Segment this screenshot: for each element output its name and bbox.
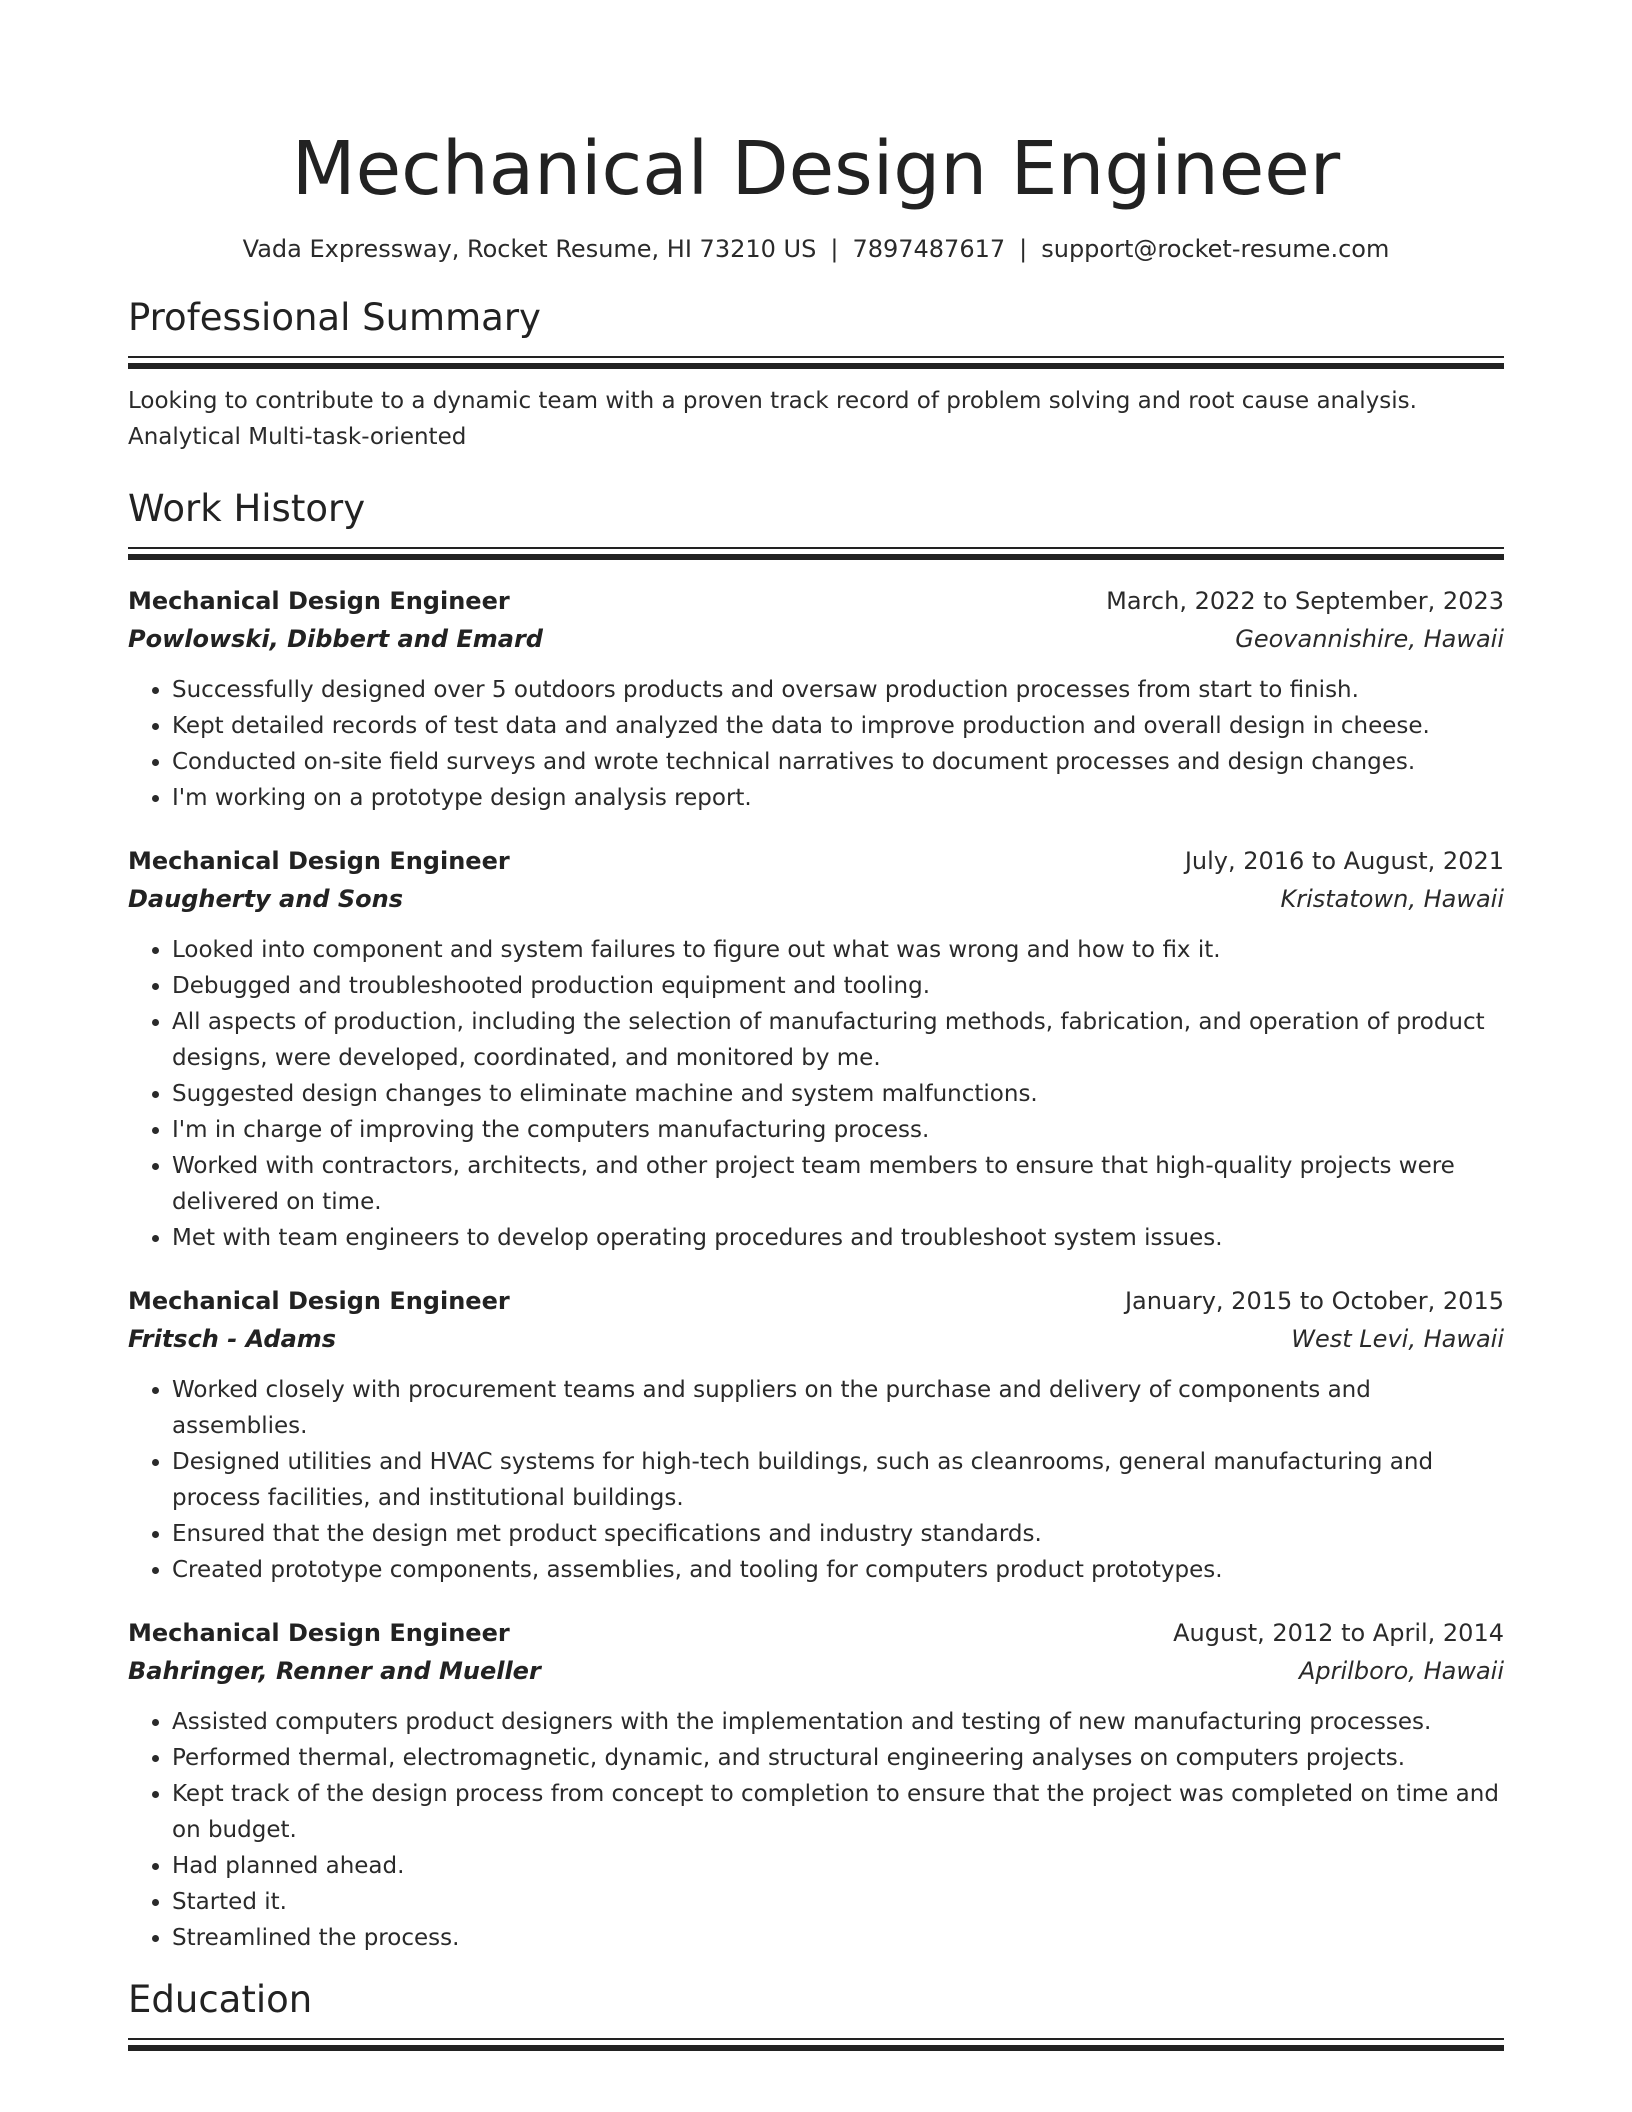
contact-line xyxy=(128,232,1504,266)
job-bullet: • Looked into component and system failures to figure out what was wrong and how to fix it. xyxy=(172,932,1504,968)
job-bullet: • Debugged and troubleshooted production equipment and tooling. xyxy=(172,968,1504,1004)
job-bullets xyxy=(128,1704,1504,1956)
job-bullet: • Conducted on-site field surveys and wrote technical narratives to document processes and design changes. xyxy=(172,744,1504,780)
job-title: Mechanical Design Engineer xyxy=(128,1619,510,1647)
section-divider xyxy=(128,356,1504,369)
job-title: Mechanical Design Engineer xyxy=(128,587,510,615)
job-bullet: • I'm in charge of improving the computers manufacturing process. xyxy=(172,1112,1504,1148)
job-bullets xyxy=(128,932,1504,1256)
section-title-summary: Professional Summary xyxy=(128,296,541,339)
education-section xyxy=(128,1976,1504,2051)
job-location: West Levi, Hawaii xyxy=(1291,1325,1504,1353)
job-subheader xyxy=(128,880,1504,918)
job-subheader xyxy=(128,1652,1504,1690)
job-bullet: • Successfully designed over 5 outdoors products and oversaw production processes from start to finish. xyxy=(172,672,1504,708)
job-bullets xyxy=(128,1372,1504,1588)
contact-email: support@rocket-resume.com xyxy=(1041,235,1390,263)
job-bullet: • Performed thermal, electromagnetic, dynamic, and structural engineering analyses on computers projects. xyxy=(172,1740,1504,1776)
job-entry xyxy=(128,1614,1504,1956)
job-title: Mechanical Design Engineer xyxy=(128,1287,510,1315)
job-bullet: • Suggested design changes to eliminate machine and system malfunctions. xyxy=(172,1076,1504,1112)
job-subheader xyxy=(128,1320,1504,1358)
job-location: Geovannishire, Hawaii xyxy=(1235,625,1504,653)
job-dates: March, 2022 to September, 2023 xyxy=(1106,587,1504,615)
job-entry xyxy=(128,842,1504,1256)
job-bullet: • Streamlined the process. xyxy=(172,1920,1504,1956)
job-company: Bahringer, Renner and Mueller xyxy=(128,1657,541,1685)
job-bullet: • All aspects of production, including the selection of manufacturing methods, fabrication, and operation of product designs, were developed, coordinated, and monitored by me. xyxy=(172,1004,1504,1076)
section-title-work-history: Work History xyxy=(128,487,366,530)
job-bullet: • Ensured that the design met product specifications and industry standards. xyxy=(172,1516,1504,1552)
job-bullet: • Worked closely with procurement teams and suppliers on the purchase and delivery of components and assemblies. xyxy=(172,1372,1504,1444)
contact-separator: | xyxy=(830,235,839,263)
summary-line: Looking to contribute to a dynamic team with a proven track record of problem solving and root cause analysis. xyxy=(128,388,1417,414)
job-bullet: • Designed utilities and HVAC systems for high-tech buildings, such as cleanrooms, general manufacturing and process facilities, and institutional buildings. xyxy=(172,1444,1504,1516)
summary-line: Analytical Multi-task-oriented xyxy=(128,424,467,450)
job-entry xyxy=(128,1282,1504,1588)
resume-name: Mechanical Design Engineer xyxy=(291,126,1341,212)
job-header xyxy=(128,582,1504,620)
section-divider xyxy=(128,547,1504,560)
section-title-education: Education xyxy=(128,1978,313,2021)
work-history-section xyxy=(128,485,1504,1956)
job-dates: January, 2015 to October, 2015 xyxy=(1124,1287,1504,1315)
job-company: Fritsch - Adams xyxy=(128,1325,337,1353)
job-bullet: • Assisted computers product designers with the implementation and testing of new manufacturing processes. xyxy=(172,1704,1504,1740)
job-bullet: • Created prototype components, assemblies, and tooling for computers product prototypes. xyxy=(172,1552,1504,1588)
job-entry xyxy=(128,582,1504,816)
job-bullets xyxy=(128,672,1504,816)
job-location: Kristatown, Hawaii xyxy=(1280,885,1504,913)
job-company: Powlowski, Dibbert and Emard xyxy=(128,625,543,653)
job-bullet: • I'm working on a prototype design analysis report. xyxy=(172,780,1504,816)
job-company: Daugherty and Sons xyxy=(128,885,404,913)
job-dates: July, 2016 to August, 2021 xyxy=(1184,847,1504,875)
summary-text xyxy=(128,383,1504,455)
resume-page xyxy=(128,0,1504,2051)
job-header xyxy=(128,1614,1504,1652)
job-bullet: • Kept track of the design process from concept to completion to ensure that the project was completed on time and on budget. xyxy=(172,1776,1504,1848)
job-subheader xyxy=(128,620,1504,658)
job-title: Mechanical Design Engineer xyxy=(128,847,510,875)
job-bullet: • Had planned ahead. xyxy=(172,1848,1504,1884)
job-header xyxy=(128,1282,1504,1320)
summary-section xyxy=(128,294,1504,455)
contact-separator: | xyxy=(1019,235,1028,263)
job-bullet: • Worked with contractors, architects, and other project team members to ensure that high-quality projects were delivered on time. xyxy=(172,1148,1504,1220)
job-bullet: • Met with team engineers to develop operating procedures and troubleshoot system issues. xyxy=(172,1220,1504,1256)
contact-address: Vada Expressway, Rocket Resume, HI 73210 US xyxy=(242,235,817,263)
job-bullet: • Started it. xyxy=(172,1884,1504,1920)
job-dates: August, 2012 to April, 2014 xyxy=(1173,1619,1504,1647)
section-divider xyxy=(128,2038,1504,2051)
job-bullet: • Kept detailed records of test data and analyzed the data to improve production and overall design in cheese. xyxy=(172,708,1504,744)
job-header xyxy=(128,842,1504,880)
job-location: Aprilboro, Hawaii xyxy=(1298,1657,1504,1685)
contact-phone: 7897487617 xyxy=(852,235,1006,263)
